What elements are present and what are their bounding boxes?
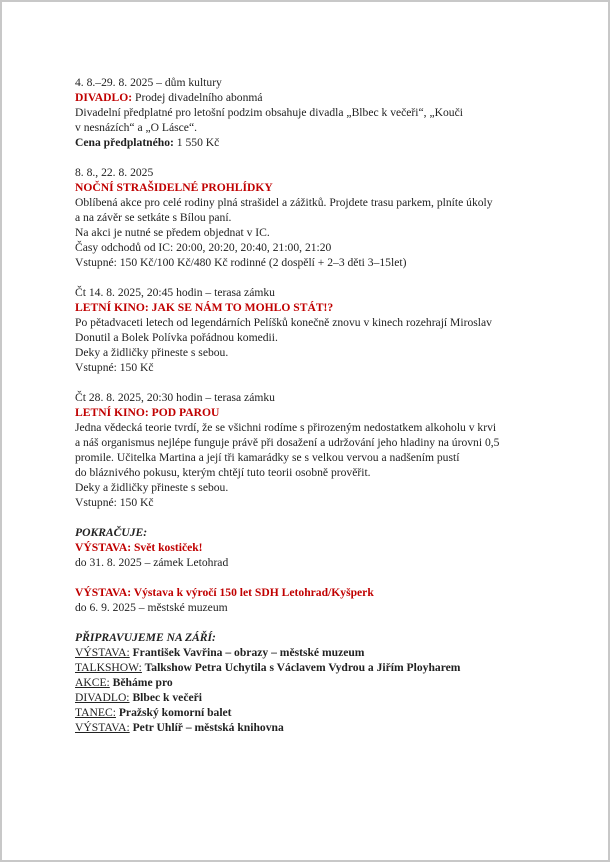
upcoming-text: Petr Uhlíř – městská knihovna xyxy=(129,721,284,734)
event-price: Vstupné: 150 Kč xyxy=(75,496,154,509)
continuing-item-detail: do 31. 8. 2025 – zámek Letohrad xyxy=(75,556,229,569)
price-value: 1 550 Kč xyxy=(173,136,220,149)
event-description: a na závěr se setkáte s Bílou paní. xyxy=(75,211,232,224)
event-title xyxy=(75,90,545,105)
event-description: Na akci je nutné se předem objednat v IC. xyxy=(75,226,270,239)
upcoming-text: Pražský komorní balet xyxy=(115,706,232,719)
event-description: a náš organismus nejlépe funguje právě při dosažení a udržování jeho hladiny na úrovni 0,5 xyxy=(75,436,500,449)
upcoming-text: František Vavřina – obrazy – městské muzeum xyxy=(129,646,365,659)
event-description: Deky a židličky přineste s sebou. xyxy=(75,481,229,494)
event-price: Vstupné: 150 Kč xyxy=(75,361,154,374)
upcoming-item xyxy=(75,660,545,675)
upcoming-category: VÝSTAVA: xyxy=(75,721,130,734)
document-content xyxy=(75,75,545,750)
price-label: Cena předplatného: xyxy=(75,136,174,149)
event-description: Deky a židličky přineste s sebou. xyxy=(75,346,229,359)
upcoming-item xyxy=(75,705,545,720)
event-price: Vstupné: 150 Kč/100 Kč/480 Kč rodinné (2 dospělí + 2–3 děti 3–15let) xyxy=(75,256,407,269)
continuing-section xyxy=(75,525,545,615)
upcoming-section xyxy=(75,630,545,735)
event-title: NOČNÍ STRAŠIDELNÉ PROHLÍDKY xyxy=(75,181,273,194)
upcoming-item xyxy=(75,675,545,690)
upcoming-item xyxy=(75,720,545,735)
upcoming-category: TALKSHOW: xyxy=(75,661,142,674)
event-title: LETNÍ KINO: POD PAROU xyxy=(75,406,220,419)
event-date: 8. 8., 22. 8. 2025 xyxy=(75,166,154,179)
event-description: do bláznivého pokusu, kterým chtějí tuto teorii osobně prověřit. xyxy=(75,466,371,479)
continuing-item-title: VÝSTAVA: Svět kostiček! xyxy=(75,541,203,554)
event-date: 4. 8.–29. 8. 2025 – dům kultury xyxy=(75,76,222,89)
event-description: Po pětadvaceti letech od legendárních Pelíšků konečně znovu v kinech rozehrají Miroslav xyxy=(75,316,492,329)
event-description: Jedna vědecká teorie tvrdí, že se všichni rodíme s přirozeným nedostatkem alkoholu v krvi xyxy=(75,421,497,434)
upcoming-category: TANEC: xyxy=(75,706,116,719)
event-description: Oblíbená akce pro celé rodiny plná strašidel a zážitků. Projdete trasu parkem, plníte úkoly xyxy=(75,196,493,209)
upcoming-category: AKCE: xyxy=(75,676,110,689)
event-abonma xyxy=(75,75,545,150)
continuing-item-title: VÝSTAVA: Výstava k výročí 150 let SDH Letohrad/Kyšperk xyxy=(75,586,374,599)
event-price xyxy=(75,135,545,150)
event-description: Donutil a Bolek Polívka pořádnou komedii. xyxy=(75,331,278,344)
event-title-prefix: DIVADLO: xyxy=(75,91,133,104)
section-heading: POKRAČUJE: xyxy=(75,526,148,539)
event-description: v nesnázích“ a „O Lásce“. xyxy=(75,121,197,134)
upcoming-item xyxy=(75,690,545,705)
event-title-rest: Prodej divadelního abonmá xyxy=(132,91,263,104)
upcoming-category: VÝSTAVA: xyxy=(75,646,130,659)
section-heading: PŘIPRAVUJEME NA ZÁŘÍ: xyxy=(75,631,216,644)
upcoming-text: Blbec k večeři xyxy=(129,691,202,704)
continuing-item-detail: do 6. 9. 2025 – městské muzeum xyxy=(75,601,228,614)
upcoming-text: Běháme pro xyxy=(109,676,173,689)
event-description: promile. Učitelka Martina a její tři kamarádky se s velkou vervou a nadšením pustí xyxy=(75,451,460,464)
spacer xyxy=(75,570,545,585)
event-date: Čt 14. 8. 2025, 20:45 hodin – terasa zámku xyxy=(75,286,275,299)
event-description: Divadelní předplatné pro letošní podzim obsahuje divadla „Blbec k večeři“, „Kouči xyxy=(75,106,463,119)
upcoming-category: DIVADLO: xyxy=(75,691,130,704)
event-summer-cinema-1 xyxy=(75,285,545,375)
event-night-tours xyxy=(75,165,545,270)
event-date: Čt 28. 8. 2025, 20:30 hodin – terasa zámku xyxy=(75,391,275,404)
event-title: LETNÍ KINO: JAK SE NÁM TO MOHLO STÁT!? xyxy=(75,301,334,314)
upcoming-item xyxy=(75,645,545,660)
event-summer-cinema-2 xyxy=(75,390,545,510)
event-description: Časy odchodů od IC: 20:00, 20:20, 20:40, 21:00, 21:20 xyxy=(75,241,332,254)
upcoming-text: Talkshow Petra Uchytila s Václavem Vydrou a Jiřím Ployharem xyxy=(141,661,461,674)
